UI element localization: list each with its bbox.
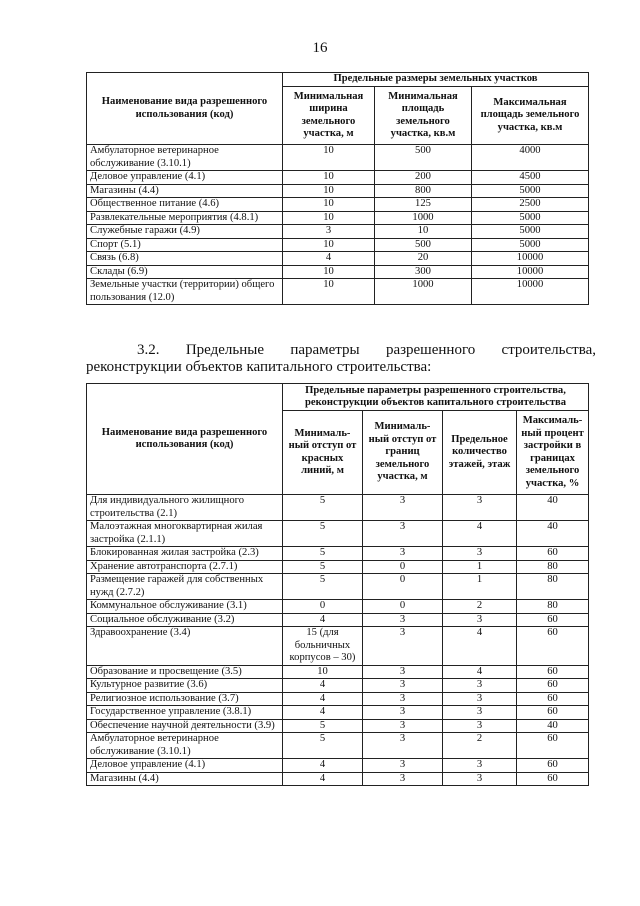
max-coverage-value: 60 — [517, 679, 589, 693]
table-row — [87, 679, 589, 693]
min-width-value: 10 — [283, 238, 375, 252]
min-area-value: 10 — [375, 225, 472, 239]
boundary-setback-value: 0 — [363, 560, 443, 574]
use-type-name: Образование и просвещение (3.5) — [87, 665, 283, 679]
use-type-name: Социальное обслуживание (3.2) — [87, 613, 283, 627]
min-area-value: 500 — [375, 238, 472, 252]
min-width-value: 10 — [283, 211, 375, 225]
max-floors-value: 4 — [443, 627, 517, 666]
red-line-setback-value: 5 — [283, 495, 363, 521]
use-type-name: Блокированная жилая застройка (2.3) — [87, 547, 283, 561]
use-type-name: Коммунальное обслуживание (3.1) — [87, 600, 283, 614]
boundary-setback-value: 3 — [363, 495, 443, 521]
max-coverage-value: 60 — [517, 692, 589, 706]
max-area-value: 10000 — [472, 279, 589, 305]
table-row — [87, 706, 589, 720]
red-line-setback-value: 5 — [283, 521, 363, 547]
min-width-value: 10 — [283, 265, 375, 279]
min-width-value: 10 — [283, 198, 375, 212]
section-heading — [86, 342, 596, 376]
min-area-value: 300 — [375, 265, 472, 279]
use-type-name: Государственное управление (3.8.1) — [87, 706, 283, 720]
max-coverage-value: 40 — [517, 495, 589, 521]
table-row — [87, 560, 589, 574]
use-type-name: Здравоохранение (3.4) — [87, 627, 283, 666]
max-area-value: 4000 — [472, 145, 589, 171]
use-type-name: Обеспечение научной деятельности (3.9) — [87, 719, 283, 733]
red-line-setback-value: 4 — [283, 679, 363, 693]
table2-name-column-header: Наименование вида разрешенного использования (код) — [87, 384, 283, 495]
table-row — [87, 613, 589, 627]
table-row — [87, 279, 589, 305]
table1-col-min-area: Минимальная площадь земельного участка, кв.м — [375, 87, 472, 145]
min-area-value: 1000 — [375, 211, 472, 225]
max-floors-value: 1 — [443, 574, 517, 600]
max-coverage-value: 60 — [517, 627, 589, 666]
red-line-setback-value: 5 — [283, 547, 363, 561]
red-line-setback-value: 5 — [283, 719, 363, 733]
use-type-name: Спорт (5.1) — [87, 238, 283, 252]
table-row — [87, 692, 589, 706]
section-title-line2: реконструкции объектов капитального строительства: — [86, 359, 432, 375]
min-width-value: 10 — [283, 184, 375, 198]
table1-col-min-width: Минимальная ширина земельного участка, м — [283, 87, 375, 145]
red-line-setback-value: 5 — [283, 560, 363, 574]
boundary-setback-value: 3 — [363, 719, 443, 733]
table-row — [87, 225, 589, 239]
max-floors-value: 1 — [443, 560, 517, 574]
max-floors-value: 3 — [443, 547, 517, 561]
max-coverage-value: 60 — [517, 613, 589, 627]
max-coverage-value: 80 — [517, 600, 589, 614]
max-coverage-value: 60 — [517, 547, 589, 561]
min-width-value: 3 — [283, 225, 375, 239]
use-type-name: Для индивидуального жилищного строительства (2.1) — [87, 495, 283, 521]
use-type-name: Служебные гаражи (4.9) — [87, 225, 283, 239]
max-area-value: 5000 — [472, 211, 589, 225]
min-width-value: 10 — [283, 171, 375, 185]
use-type-name: Магазины (4.4) — [87, 772, 283, 786]
max-area-value: 5000 — [472, 184, 589, 198]
max-coverage-value: 60 — [517, 759, 589, 773]
section-title-line1: Предельные параметры разрешенного строительства, — [185, 342, 597, 358]
table-row — [87, 495, 589, 521]
use-type-name: Хранение автотранспорта (2.7.1) — [87, 560, 283, 574]
table2-col-boundary-setback: Минималь-ный отступ от границ земельного участка, м — [363, 411, 443, 495]
red-line-setback-value: 10 — [283, 665, 363, 679]
max-floors-value: 3 — [443, 679, 517, 693]
table-row — [87, 198, 589, 212]
table-row — [87, 265, 589, 279]
boundary-setback-value: 0 — [363, 574, 443, 600]
table-row — [87, 733, 589, 759]
table-row — [87, 759, 589, 773]
table-row — [87, 665, 589, 679]
table-row — [87, 627, 589, 666]
table1-group-header: Предельные размеры земельных участков — [283, 73, 589, 87]
max-floors-value: 3 — [443, 613, 517, 627]
table-row — [87, 600, 589, 614]
max-coverage-value: 60 — [517, 706, 589, 720]
boundary-setback-value: 3 — [363, 772, 443, 786]
max-floors-value: 3 — [443, 706, 517, 720]
use-type-name: Религиозное использование (3.7) — [87, 692, 283, 706]
table-row — [87, 719, 589, 733]
use-type-name: Склады (6.9) — [87, 265, 283, 279]
use-type-name: Культурное развитие (3.6) — [87, 679, 283, 693]
boundary-setback-value: 3 — [363, 759, 443, 773]
use-type-name: Малоэтажная многоквартирная жилая застройка (2.1.1) — [87, 521, 283, 547]
table-row — [87, 184, 589, 198]
use-type-name: Размещение гаражей для собственных нужд (2.7.2) — [87, 574, 283, 600]
table2-group-header: Предельные параметры разрешенного строительства, реконструкции объектов капитального строительства — [283, 384, 589, 411]
red-line-setback-value: 4 — [283, 772, 363, 786]
max-floors-value: 3 — [443, 495, 517, 521]
boundary-setback-value: 3 — [363, 665, 443, 679]
table2-body — [87, 495, 589, 786]
max-floors-value: 4 — [443, 521, 517, 547]
use-type-name: Связь (6.8) — [87, 252, 283, 266]
max-floors-value: 3 — [443, 719, 517, 733]
min-width-value: 4 — [283, 252, 375, 266]
max-area-value: 5000 — [472, 225, 589, 239]
table1-body — [87, 145, 589, 305]
max-area-value: 2500 — [472, 198, 589, 212]
table-row — [87, 252, 589, 266]
use-type-name: Амбулаторное ветеринарное обслуживание (3.10.1) — [87, 733, 283, 759]
use-type-name: Деловое управление (4.1) — [87, 759, 283, 773]
red-line-setback-value: 4 — [283, 692, 363, 706]
table-row — [87, 547, 589, 561]
min-width-value: 10 — [283, 145, 375, 171]
max-area-value: 10000 — [472, 252, 589, 266]
use-type-name: Деловое управление (4.1) — [87, 171, 283, 185]
boundary-setback-value: 3 — [363, 547, 443, 561]
boundary-setback-value: 3 — [363, 627, 443, 666]
max-floors-value: 3 — [443, 772, 517, 786]
use-type-name: Магазины (4.4) — [87, 184, 283, 198]
red-line-setback-value: 0 — [283, 600, 363, 614]
min-area-value: 200 — [375, 171, 472, 185]
red-line-setback-value: 4 — [283, 613, 363, 627]
table2-col-red-line-setback: Минималь-ный отступ от красных линий, м — [283, 411, 363, 495]
red-line-setback-value: 4 — [283, 759, 363, 773]
max-area-value: 5000 — [472, 238, 589, 252]
max-coverage-value: 40 — [517, 719, 589, 733]
max-coverage-value: 80 — [517, 574, 589, 600]
max-floors-value: 2 — [443, 733, 517, 759]
section-number: 3.2. — [137, 342, 160, 358]
table-row — [87, 145, 589, 171]
min-area-value: 1000 — [375, 279, 472, 305]
max-coverage-value: 80 — [517, 560, 589, 574]
boundary-setback-value: 3 — [363, 679, 443, 693]
boundary-setback-value: 3 — [363, 521, 443, 547]
red-line-setback-value: 5 — [283, 574, 363, 600]
boundary-setback-value: 0 — [363, 600, 443, 614]
min-area-value: 800 — [375, 184, 472, 198]
max-area-value: 4500 — [472, 171, 589, 185]
boundary-setback-value: 3 — [363, 706, 443, 720]
max-area-value: 10000 — [472, 265, 589, 279]
min-width-value: 10 — [283, 279, 375, 305]
use-type-name: Амбулаторное ветеринарное обслуживание (3.10.1) — [87, 145, 283, 171]
max-floors-value: 3 — [443, 759, 517, 773]
table-row — [87, 171, 589, 185]
max-floors-value: 2 — [443, 600, 517, 614]
construction-parameters-table — [86, 383, 589, 786]
table-row — [87, 211, 589, 225]
max-floors-value: 3 — [443, 692, 517, 706]
use-type-name: Земельные участки (территории) общего пользования (12.0) — [87, 279, 283, 305]
table2-col-max-floors: Предельное количество этажей, этаж — [443, 411, 517, 495]
use-type-name: Развлекательные мероприятия (4.8.1) — [87, 211, 283, 225]
red-line-setback-value: 5 — [283, 733, 363, 759]
boundary-setback-value: 3 — [363, 733, 443, 759]
table2-col-max-coverage: Максималь-ный процент застройки в границах земельного участка, % — [517, 411, 589, 495]
use-type-name: Общественное питание (4.6) — [87, 198, 283, 212]
boundary-setback-value: 3 — [363, 613, 443, 627]
max-coverage-value: 40 — [517, 521, 589, 547]
min-area-value: 125 — [375, 198, 472, 212]
table1-col-max-area: Максимальная площадь земельного участка, кв.м — [472, 87, 589, 145]
table1-name-column-header: Наименование вида разрешенного использования (код) — [87, 73, 283, 145]
red-line-setback-value: 15 (для больничных корпусов – 30) — [283, 627, 363, 666]
min-area-value: 500 — [375, 145, 472, 171]
max-floors-value: 4 — [443, 665, 517, 679]
land-plot-size-table — [86, 72, 589, 305]
max-coverage-value: 60 — [517, 733, 589, 759]
table-row — [87, 521, 589, 547]
boundary-setback-value: 3 — [363, 692, 443, 706]
min-area-value: 20 — [375, 252, 472, 266]
table-row — [87, 772, 589, 786]
max-coverage-value: 60 — [517, 772, 589, 786]
table-row — [87, 238, 589, 252]
page-number: 16 — [312, 40, 328, 56]
table-row — [87, 574, 589, 600]
red-line-setback-value: 4 — [283, 706, 363, 720]
max-coverage-value: 60 — [517, 665, 589, 679]
